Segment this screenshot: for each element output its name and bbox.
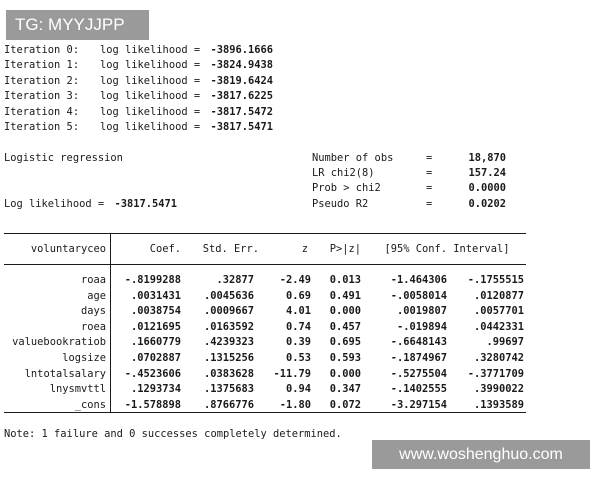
iteration-label: Iteration 2: <box>4 75 80 87</box>
iteration-value: -3896.1666 <box>210 44 273 56</box>
row-p: 0.000 <box>329 367 361 380</box>
iteration-text: log likelihood = <box>100 75 201 87</box>
row-std-err: .0045636 <box>203 289 254 302</box>
row-ci-low: -.1874967 <box>390 352 447 364</box>
row-ci-high: .1393589 <box>473 398 524 411</box>
table-header-rule <box>4 264 526 265</box>
iteration-value: -3817.6225 <box>210 90 273 102</box>
model-title: Logistic regression <box>4 152 123 164</box>
row-std-err: .1315256 <box>203 352 254 364</box>
iteration-label: Iteration 0: <box>4 44 80 56</box>
stat-eq: = <box>426 167 433 179</box>
iteration-value: -3824.9438 <box>210 59 273 71</box>
stat-value: 157.24 <box>468 167 506 179</box>
row-variable: days <box>80 305 106 318</box>
row-variable: lntotalsalary <box>24 367 106 380</box>
row-variable: roaa <box>80 274 106 286</box>
row-std-err: .4239323 <box>203 336 254 349</box>
row-variable: roea <box>80 320 106 333</box>
row-variable: logsize <box>62 352 106 364</box>
row-ci-low: .0019807 <box>396 305 447 318</box>
stat-label: Prob > chi2 <box>312 182 381 194</box>
row-ci-low: -.1402555 <box>390 383 447 396</box>
row-coef: .1293734 <box>130 383 181 396</box>
row-ci-high: .0057701 <box>473 305 524 318</box>
row-std-err: .8766776 <box>203 398 254 411</box>
table-column-divider <box>110 233 111 413</box>
row-coef: .0121695 <box>130 320 181 333</box>
stat-value: 0.0202 <box>468 198 506 210</box>
row-z: -1.80 <box>279 398 311 411</box>
row-ci-low: -3.297154 <box>390 398 447 411</box>
row-p: 0.491 <box>329 289 361 302</box>
footnote: Note: 1 failure and 0 successes completely determined. <box>4 428 342 440</box>
iteration-label: Iteration 4: <box>4 106 80 118</box>
row-p: 0.000 <box>329 305 361 318</box>
watermark-top-left: TG: MYYJJPP <box>6 10 149 40</box>
iteration-label: Iteration 3: <box>4 90 80 102</box>
stat-label: Number of obs <box>312 152 394 164</box>
row-coef: -1.578898 <box>124 398 181 411</box>
iteration-value: -3817.5472 <box>210 106 273 118</box>
row-z: 0.53 <box>285 352 311 364</box>
loglik-value: -3817.5471 <box>114 198 177 210</box>
iteration-text: log likelihood = <box>100 59 201 71</box>
header-p: P>|z| <box>329 243 361 255</box>
row-coef: -.4523606 <box>124 367 181 380</box>
row-ci-low: -.5275504 <box>390 367 447 380</box>
row-ci-high: -.3771709 <box>467 367 524 380</box>
loglik-label: Log likelihood = <box>4 198 105 210</box>
row-z: 0.39 <box>285 336 311 349</box>
row-ci-high: -.1755515 <box>467 274 524 286</box>
row-coef: -.8199288 <box>124 274 181 286</box>
row-std-err: .0383628 <box>203 367 254 380</box>
iteration-text: log likelihood = <box>100 106 201 118</box>
row-variable: valuebookratiob <box>12 336 106 349</box>
row-p: 0.072 <box>329 398 361 411</box>
iteration-text: log likelihood = <box>100 121 201 133</box>
row-p: 0.593 <box>329 352 361 364</box>
row-ci-high: .99697 <box>486 336 524 349</box>
header-std-err: Std. Err. <box>202 243 259 255</box>
row-z: 4.01 <box>285 305 311 318</box>
row-ci-high: .3990022 <box>473 383 524 396</box>
row-z: -11.79 <box>273 367 311 380</box>
header-z: z <box>301 243 308 255</box>
row-ci-high: .3280742 <box>473 352 524 364</box>
row-coef: .0702887 <box>130 352 181 364</box>
iteration-text: log likelihood = <box>100 90 201 102</box>
stat-value: 0.0000 <box>468 182 506 194</box>
row-coef: .1660779 <box>130 336 181 349</box>
header-variable: voluntaryceo <box>30 243 106 255</box>
row-p: 0.347 <box>329 383 361 396</box>
stat-label: LR chi2(8) <box>312 167 375 179</box>
row-z: 0.74 <box>285 320 311 333</box>
iteration-text: log likelihood = <box>100 44 201 56</box>
row-ci-low: -.0058014 <box>390 289 447 302</box>
header-conf-interval: [95% Conf. Interval] <box>384 243 510 255</box>
row-std-err: .32877 <box>216 274 254 286</box>
row-p: 0.457 <box>329 320 361 333</box>
row-ci-low: -.019894 <box>396 320 447 333</box>
row-std-err: .0163592 <box>203 320 254 333</box>
row-z: 0.69 <box>285 289 311 302</box>
watermark-bottom-right: www.woshenghuo.com <box>372 440 590 469</box>
stat-label: Pseudo R2 <box>312 198 369 210</box>
row-ci-low: -1.464306 <box>390 274 447 286</box>
iteration-value: -3817.5471 <box>210 121 273 133</box>
stat-eq: = <box>426 198 433 210</box>
row-ci-high: .0442331 <box>473 320 524 333</box>
row-std-err: .0009667 <box>203 305 254 318</box>
row-std-err: .1375683 <box>203 383 254 396</box>
row-p: 0.695 <box>329 336 361 349</box>
row-ci-low: -.6648143 <box>390 336 447 349</box>
row-p: 0.013 <box>329 274 361 286</box>
row-coef: .0031431 <box>130 289 181 302</box>
iteration-value: -3819.6424 <box>210 75 273 87</box>
row-coef: .0038754 <box>130 305 181 318</box>
row-variable: age <box>87 289 106 302</box>
table-top-rule <box>4 233 526 234</box>
row-variable: lnysmvttl <box>49 383 106 396</box>
row-variable: _cons <box>74 398 106 411</box>
row-ci-high: .0120877 <box>473 289 524 302</box>
stat-eq: = <box>426 152 433 164</box>
row-z: -2.49 <box>279 274 311 286</box>
header-coef: Coef. <box>149 243 181 255</box>
stat-eq: = <box>426 182 433 194</box>
row-z: 0.94 <box>285 383 311 396</box>
stat-value: 18,870 <box>468 152 506 164</box>
iteration-label: Iteration 1: <box>4 59 80 71</box>
iteration-label: Iteration 5: <box>4 121 80 133</box>
table-bottom-rule <box>4 412 526 413</box>
